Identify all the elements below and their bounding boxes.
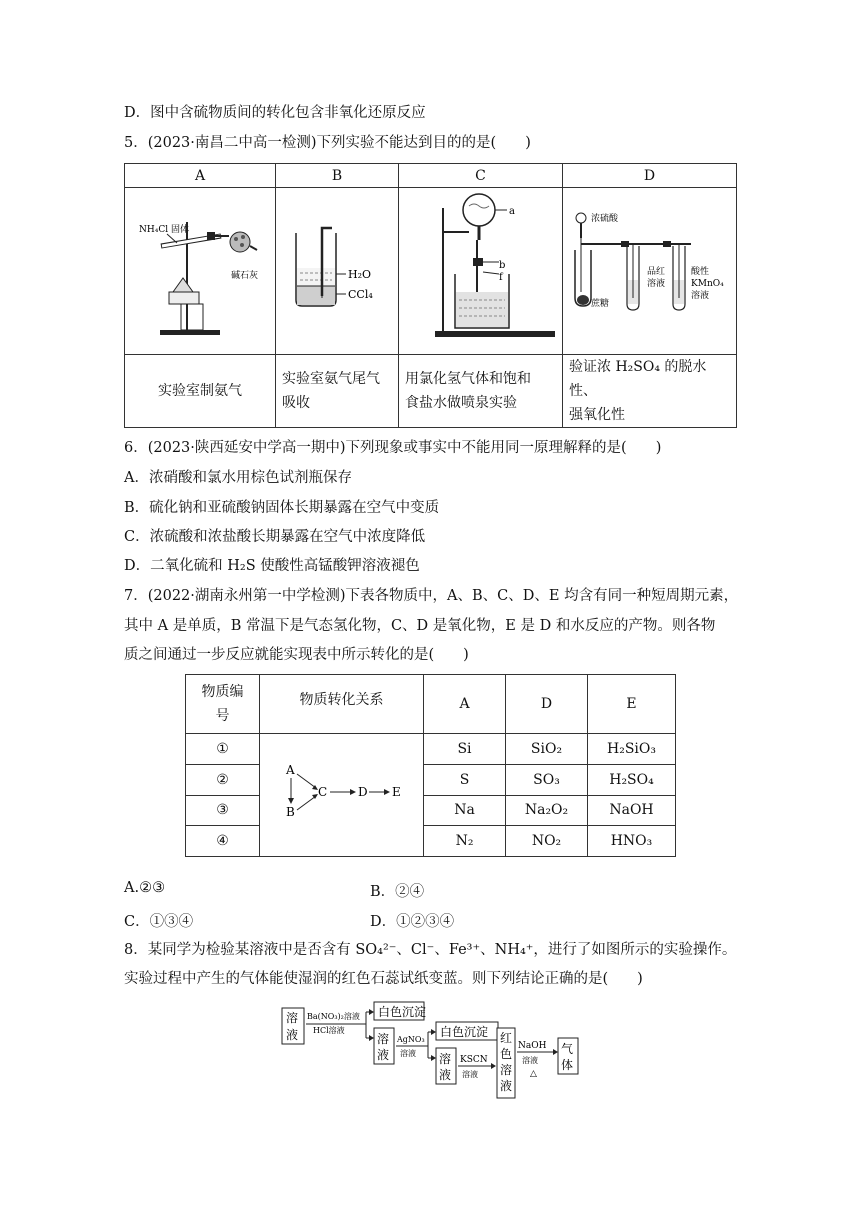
cell-a: N₂ (424, 826, 506, 857)
cell-e: H₂SO₄ (588, 764, 676, 795)
svg-text:NaOH: NaOH (518, 1041, 547, 1051)
svg-text:溶液: 溶液 (462, 1070, 478, 1079)
header-c: C (399, 164, 563, 188)
svg-text:D: D (357, 785, 368, 799)
svg-text:A: A (285, 763, 295, 777)
q7-stem-line3: 质之间通过一步反应就能实现表中所示转化的是( ) (124, 647, 469, 663)
row-number: ① (186, 734, 260, 765)
header-a: A (424, 675, 506, 734)
svg-text:白色沉淀: 白色沉淀 (378, 1005, 427, 1019)
svg-text:a: a (509, 206, 515, 217)
q4-option-d: D．图中含硫物质间的转化包含非氧化还原反应 (124, 105, 426, 121)
table-row (186, 795, 676, 826)
svg-text:C: C (317, 785, 327, 799)
svg-text:酸性: 酸性 (691, 267, 710, 277)
header-d: D (506, 675, 588, 734)
svg-text:白色沉淀: 白色沉淀 (440, 1025, 489, 1039)
svg-text:E: E (391, 785, 401, 799)
caption-a: 实验室制氨气 (125, 355, 276, 428)
svg-text:△: △ (530, 1069, 537, 1079)
q7-option-b: B．②④ (370, 884, 425, 900)
svg-text:b: b (499, 260, 506, 271)
svg-text:气: 气 (561, 1042, 574, 1056)
svg-text:溶: 溶 (377, 1032, 390, 1046)
svg-text:蔗糖: 蔗糖 (591, 299, 610, 309)
row-number: ③ (186, 795, 260, 826)
cell-e: HNO₃ (588, 826, 676, 857)
header-e: E (588, 675, 676, 734)
svg-text:溶: 溶 (286, 1011, 299, 1025)
svg-text:KSCN: KSCN (460, 1055, 488, 1065)
svg-text:KMnO₄: KMnO₄ (691, 279, 724, 289)
conversion-diagram-cell (260, 734, 424, 857)
cell-e: NaOH (588, 795, 676, 826)
svg-text:液: 液 (439, 1068, 452, 1082)
svg-text:碱石灰: 碱石灰 (231, 271, 259, 281)
q8-stem-line2: 实验过程中产生的气体能使湿润的红色石蕊试纸变蓝。则下列结论正确的是( ) (124, 971, 643, 987)
q7-stem-line1: 7．(2022·湖南永州第一中学检测)下表各物质中，A、B、C、D、E 均含有同一种短周期元素， (124, 588, 739, 604)
apparatus-d (563, 188, 737, 355)
header-a: A (125, 164, 276, 188)
q7-option-a: A.②③ (124, 880, 166, 896)
row-number: ② (186, 764, 260, 795)
table-row (186, 764, 676, 795)
conversion-diagram (262, 734, 422, 852)
q6-stem: 6．(2023·陕西延安中学高一期中)下列现象或事实中不能用同一原理解释的是( ) (124, 440, 662, 456)
q6-option-d: D．二氧化硫和 H₂S 使酸性高锰酸钾溶液褪色 (124, 558, 420, 574)
q5-experiment-table (124, 163, 737, 428)
header-relation: 物质转化关系 (260, 675, 424, 734)
q8-flow-diagram (280, 1000, 590, 1102)
header-d: D (563, 164, 737, 188)
q7-stem-line2: 其中 A 是单质，B 常温下是气态氢化物，C、D 是氧化物，E 是 D 和水反应的产物。则各物 (124, 618, 716, 634)
caption-b: 实验室氨气尾气 吸收 (276, 355, 399, 428)
q7-option-d: D．①②③④ (370, 914, 455, 930)
fountain-apparatus (399, 188, 563, 350)
q6-option-c: C．浓硫酸和浓盐酸长期暴露在空气中浓度降低 (124, 529, 426, 545)
svg-text:浓硫酸: 浓硫酸 (591, 214, 619, 224)
q8-stem-line1: 8．某同学为检验某溶液中是否含有 SO₄²⁻、Cl⁻、Fe³⁺、NH₄⁺，进行了如图所示的实验操作。 (124, 942, 737, 958)
apparatus-a (125, 188, 276, 355)
svg-text:NH₄Cl 固体: NH₄Cl 固体 (139, 225, 189, 235)
q5-stem: 5．(2023·南昌二中高一检测)下列实验不能达到目的的是( ) (124, 135, 531, 151)
svg-text:红: 红 (500, 1031, 513, 1045)
header-number: 物质编 号 (186, 675, 260, 734)
svg-text:溶液: 溶液 (522, 1056, 538, 1065)
apparatus-b (276, 188, 399, 355)
q6-option-b: B．硫化钠和亚硫酸钠固体长期暴露在空气中变质 (124, 500, 440, 516)
svg-text:体: 体 (561, 1058, 574, 1072)
cell-d: Na₂O₂ (506, 795, 588, 826)
svg-text:溶: 溶 (439, 1052, 452, 1066)
svg-text:液: 液 (286, 1028, 299, 1042)
svg-text:品红: 品红 (647, 267, 666, 277)
dehydration-apparatus (563, 188, 737, 350)
svg-text:HCl溶液: HCl溶液 (313, 1026, 345, 1035)
cell-e: H₂SiO₃ (588, 734, 676, 765)
svg-text:溶液: 溶液 (691, 291, 710, 301)
cell-d: NO₂ (506, 826, 588, 857)
cell-d: SO₃ (506, 764, 588, 795)
svg-text:色: 色 (500, 1047, 513, 1061)
header-b: B (276, 164, 399, 188)
ammonia-prep-apparatus (125, 188, 276, 350)
q7-conversion-table (185, 674, 676, 857)
svg-text:Ba(NO₃)₂溶液: Ba(NO₃)₂溶液 (307, 1012, 360, 1021)
row-number: ④ (186, 826, 260, 857)
q6-option-a: A．浓硝酸和氯水用棕色试剂瓶保存 (124, 470, 352, 486)
svg-text:AgNO₃: AgNO₃ (397, 1035, 425, 1044)
table-row (186, 734, 676, 765)
apparatus-c (399, 188, 563, 355)
svg-text:溶: 溶 (500, 1063, 513, 1077)
svg-text:CCl₄: CCl₄ (348, 288, 373, 301)
cell-a: Si (424, 734, 506, 765)
caption-c: 用氯化氢气体和饱和 食盐水做喷泉实验 (399, 355, 563, 428)
svg-text:H₂O: H₂O (348, 268, 372, 281)
table-row (186, 826, 676, 857)
absorption-apparatus (276, 188, 399, 350)
svg-text:B: B (285, 805, 295, 819)
caption-d: 验证浓 H₂SO₄ 的脱水性、 强氧化性 (563, 355, 737, 428)
q7-option-c: C．①③④ (124, 914, 194, 930)
cell-a: Na (424, 795, 506, 826)
cell-d: SiO₂ (506, 734, 588, 765)
svg-text:溶液: 溶液 (647, 279, 666, 289)
svg-text:溶液: 溶液 (400, 1049, 416, 1058)
svg-text:液: 液 (377, 1048, 390, 1062)
svg-text:液: 液 (500, 1079, 513, 1093)
svg-text:f: f (499, 272, 503, 283)
cell-a: S (424, 764, 506, 795)
